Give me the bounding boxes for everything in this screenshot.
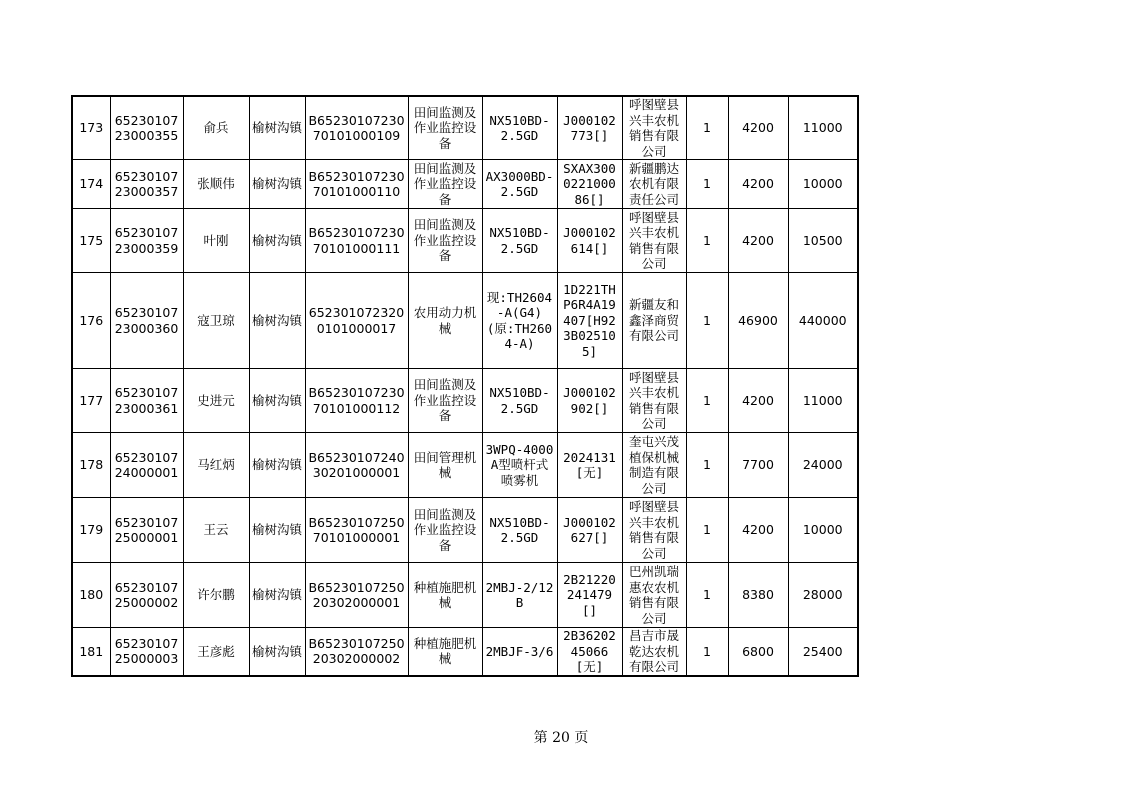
cell-subsidy-amount: 46900 bbox=[728, 273, 788, 369]
cell-town: 榆树沟镇 bbox=[249, 96, 305, 160]
cell-farmer-id: 6523010723000361 bbox=[110, 369, 183, 433]
cell-sale-price: 24000 bbox=[788, 433, 858, 498]
cell-serial-number: J000102614[] bbox=[557, 209, 622, 273]
cell-product-code: B6523010725020302000001 bbox=[305, 563, 408, 628]
cell-machine-model: 3WPQ-4000A型喷杆式喷雾机 bbox=[482, 433, 557, 498]
cell-product-code: B6523010725070101000001 bbox=[305, 498, 408, 563]
cell-product-code: B6523010723070101000111 bbox=[305, 209, 408, 273]
cell-serial-number: J000102773[] bbox=[557, 96, 622, 160]
cell-serial-number: J000102902[] bbox=[557, 369, 622, 433]
cell-machine-model: 2MBJ-2/12B bbox=[482, 563, 557, 628]
cell-seller: 新疆鹏达农机有限责任公司 bbox=[622, 160, 686, 209]
cell-seller: 呼图壁县兴丰农机销售有限公司 bbox=[622, 209, 686, 273]
cell-seller: 昌吉市晟乾达农机有限公司 bbox=[622, 628, 686, 676]
cell-town: 榆树沟镇 bbox=[249, 498, 305, 563]
cell-sale-price: 440000 bbox=[788, 273, 858, 369]
cell-machine-category: 田间监测及作业监控设备 bbox=[408, 96, 482, 160]
cell-farmer-id: 6523010725000003 bbox=[110, 628, 183, 676]
cell-quantity: 1 bbox=[686, 563, 728, 628]
cell-subsidy-amount: 4200 bbox=[728, 369, 788, 433]
cell-serial-number: 2024131[无] bbox=[557, 433, 622, 498]
cell-machine-category: 田间监测及作业监控设备 bbox=[408, 369, 482, 433]
cell-subsidy-amount: 4200 bbox=[728, 96, 788, 160]
cell-quantity: 1 bbox=[686, 96, 728, 160]
cell-town: 榆树沟镇 bbox=[249, 628, 305, 676]
cell-seller: 新疆友和鑫泽商贸有限公司 bbox=[622, 273, 686, 369]
cell-farmer-id: 6523010725000001 bbox=[110, 498, 183, 563]
cell-row-number: 177 bbox=[72, 369, 110, 433]
cell-town: 榆树沟镇 bbox=[249, 563, 305, 628]
cell-row-number: 178 bbox=[72, 433, 110, 498]
cell-farmer-id: 6523010725000002 bbox=[110, 563, 183, 628]
table-row bbox=[72, 433, 858, 498]
cell-serial-number: J000102627[] bbox=[557, 498, 622, 563]
cell-sale-price: 10000 bbox=[788, 498, 858, 563]
cell-row-number: 173 bbox=[72, 96, 110, 160]
cell-farmer-name: 许尔鹏 bbox=[183, 563, 249, 628]
cell-seller: 呼图壁县兴丰农机销售有限公司 bbox=[622, 369, 686, 433]
cell-product-code: B6523010723070101000109 bbox=[305, 96, 408, 160]
cell-quantity: 1 bbox=[686, 273, 728, 369]
cell-quantity: 1 bbox=[686, 433, 728, 498]
cell-farmer-name: 叶刚 bbox=[183, 209, 249, 273]
cell-sale-price: 25400 bbox=[788, 628, 858, 676]
cell-machine-category: 农用动力机械 bbox=[408, 273, 482, 369]
cell-row-number: 174 bbox=[72, 160, 110, 209]
cell-town: 榆树沟镇 bbox=[249, 273, 305, 369]
cell-seller: 巴州凯瑞惠农农机销售有限公司 bbox=[622, 563, 686, 628]
cell-farmer-id: 6523010723000360 bbox=[110, 273, 183, 369]
cell-machine-category: 种植施肥机械 bbox=[408, 563, 482, 628]
subsidy-table bbox=[71, 95, 859, 677]
cell-farmer-name: 马红炳 bbox=[183, 433, 249, 498]
cell-sale-price: 28000 bbox=[788, 563, 858, 628]
cell-town: 榆树沟镇 bbox=[249, 369, 305, 433]
cell-farmer-name: 王彦彪 bbox=[183, 628, 249, 676]
cell-machine-model: 现:TH2604-A(G4)(原:TH2604-A) bbox=[482, 273, 557, 369]
cell-farmer-name: 张顺伟 bbox=[183, 160, 249, 209]
cell-town: 榆树沟镇 bbox=[249, 209, 305, 273]
table-row bbox=[72, 498, 858, 563]
table-row bbox=[72, 160, 858, 209]
cell-farmer-id: 6523010723000355 bbox=[110, 96, 183, 160]
table-row bbox=[72, 563, 858, 628]
cell-quantity: 1 bbox=[686, 369, 728, 433]
page-number: 第 20 页 bbox=[533, 730, 589, 746]
cell-row-number: 175 bbox=[72, 209, 110, 273]
cell-farmer-name: 寇卫琼 bbox=[183, 273, 249, 369]
cell-seller: 呼图壁县兴丰农机销售有限公司 bbox=[622, 498, 686, 563]
cell-serial-number: 2B3620245066[无] bbox=[557, 628, 622, 676]
table-row bbox=[72, 369, 858, 433]
cell-row-number: 176 bbox=[72, 273, 110, 369]
cell-machine-model: AX3000BD-2.5GD bbox=[482, 160, 557, 209]
cell-farmer-id: 6523010723000359 bbox=[110, 209, 183, 273]
cell-quantity: 1 bbox=[686, 160, 728, 209]
cell-sale-price: 10500 bbox=[788, 209, 858, 273]
cell-machine-category: 田间管理机械 bbox=[408, 433, 482, 498]
cell-machine-model: NX510BD-2.5GD bbox=[482, 96, 557, 160]
cell-subsidy-amount: 6800 bbox=[728, 628, 788, 676]
cell-farmer-name: 王云 bbox=[183, 498, 249, 563]
cell-farmer-name: 俞兵 bbox=[183, 96, 249, 160]
cell-machine-category: 田间监测及作业监控设备 bbox=[408, 209, 482, 273]
cell-product-code: B6523010724030201000001 bbox=[305, 433, 408, 498]
cell-machine-model: 2MBJF-3/6 bbox=[482, 628, 557, 676]
cell-row-number: 181 bbox=[72, 628, 110, 676]
cell-subsidy-amount: 4200 bbox=[728, 209, 788, 273]
cell-town: 榆树沟镇 bbox=[249, 160, 305, 209]
cell-seller: 呼图壁县兴丰农机销售有限公司 bbox=[622, 96, 686, 160]
cell-serial-number: 2B21220241479[] bbox=[557, 563, 622, 628]
cell-machine-category: 田间监测及作业监控设备 bbox=[408, 160, 482, 209]
cell-machine-model: NX510BD-2.5GD bbox=[482, 498, 557, 563]
cell-farmer-id: 6523010724000001 bbox=[110, 433, 183, 498]
cell-serial-number: SXAX300022100086[] bbox=[557, 160, 622, 209]
table-body bbox=[72, 96, 858, 676]
cell-machine-model: NX510BD-2.5GD bbox=[482, 209, 557, 273]
table-row bbox=[72, 628, 858, 676]
cell-product-code: B6523010725020302000002 bbox=[305, 628, 408, 676]
cell-product-code: 6523010723200101000017 bbox=[305, 273, 408, 369]
cell-row-number: 180 bbox=[72, 563, 110, 628]
cell-subsidy-amount: 7700 bbox=[728, 433, 788, 498]
cell-sale-price: 10000 bbox=[788, 160, 858, 209]
table-row bbox=[72, 209, 858, 273]
cell-subsidy-amount: 4200 bbox=[728, 498, 788, 563]
cell-product-code: B6523010723070101000110 bbox=[305, 160, 408, 209]
cell-subsidy-amount: 4200 bbox=[728, 160, 788, 209]
cell-farmer-name: 史进元 bbox=[183, 369, 249, 433]
cell-product-code: B6523010723070101000112 bbox=[305, 369, 408, 433]
cell-quantity: 1 bbox=[686, 628, 728, 676]
cell-subsidy-amount: 8380 bbox=[728, 563, 788, 628]
cell-serial-number: 1D221THP6R4A19407[H923B025105] bbox=[557, 273, 622, 369]
cell-quantity: 1 bbox=[686, 209, 728, 273]
cell-row-number: 179 bbox=[72, 498, 110, 563]
cell-farmer-id: 6523010723000357 bbox=[110, 160, 183, 209]
cell-seller: 奎屯兴茂植保机械制造有限公司 bbox=[622, 433, 686, 498]
table-row bbox=[72, 273, 858, 369]
cell-sale-price: 11000 bbox=[788, 96, 858, 160]
cell-quantity: 1 bbox=[686, 498, 728, 563]
cell-town: 榆树沟镇 bbox=[249, 433, 305, 498]
cell-machine-model: NX510BD-2.5GD bbox=[482, 369, 557, 433]
cell-machine-category: 种植施肥机械 bbox=[408, 628, 482, 676]
table-row bbox=[72, 96, 858, 160]
cell-sale-price: 11000 bbox=[788, 369, 858, 433]
cell-machine-category: 田间监测及作业监控设备 bbox=[408, 498, 482, 563]
